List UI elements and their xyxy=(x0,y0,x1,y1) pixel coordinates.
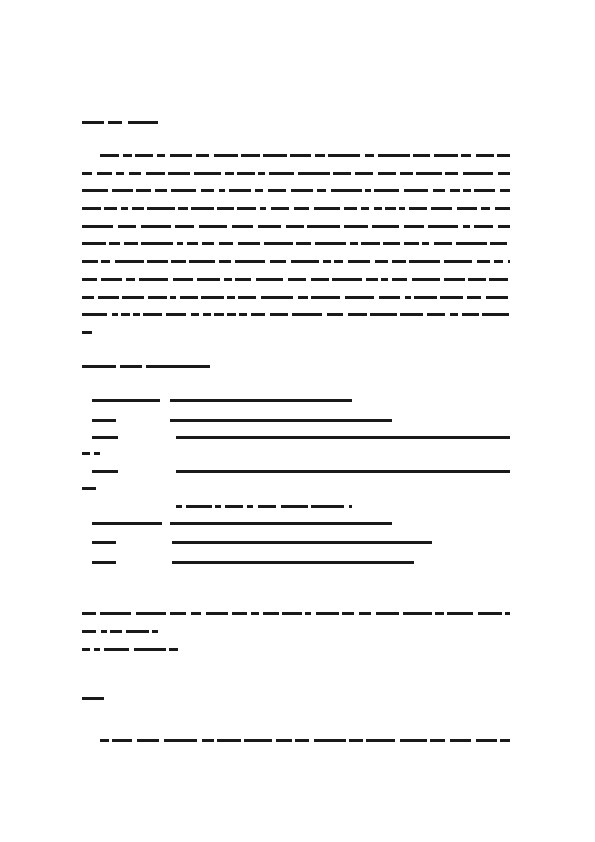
text-stroke xyxy=(136,612,166,615)
definition-row xyxy=(92,399,352,402)
text-stroke xyxy=(270,313,288,316)
text-stroke xyxy=(269,172,294,175)
paragraph-line xyxy=(82,207,510,210)
note-line xyxy=(82,612,510,615)
text-stroke xyxy=(413,154,430,157)
text-stroke xyxy=(298,296,308,299)
text-stroke xyxy=(445,172,458,175)
text-stroke xyxy=(100,739,109,742)
text-stroke xyxy=(178,207,188,210)
text-stroke xyxy=(189,260,215,263)
text-stroke xyxy=(296,242,311,245)
text-stroke xyxy=(196,154,209,157)
text-stroke xyxy=(344,207,357,210)
text-stroke xyxy=(376,612,399,615)
text-stroke xyxy=(276,739,292,742)
text-stroke xyxy=(342,612,354,615)
text-stroke xyxy=(237,172,255,175)
text-stroke xyxy=(427,313,445,316)
text-stroke xyxy=(176,505,182,508)
note-line xyxy=(82,630,158,633)
text-stroke xyxy=(440,296,463,299)
text-stroke xyxy=(412,278,440,281)
text-stroke xyxy=(462,313,479,316)
section-heading-2 xyxy=(82,365,210,368)
text-stroke xyxy=(170,296,176,299)
text-stroke xyxy=(374,207,382,210)
text-stroke xyxy=(186,505,212,508)
text-stroke xyxy=(307,225,340,228)
text-stroke xyxy=(264,242,293,245)
text-stroke xyxy=(345,296,374,299)
definition-row xyxy=(176,505,352,508)
text-stroke xyxy=(409,207,427,210)
text-stroke xyxy=(112,313,118,316)
text-stroke xyxy=(171,189,196,192)
text-stroke xyxy=(147,260,168,263)
text-stroke xyxy=(258,505,276,508)
text-stroke xyxy=(500,189,510,192)
text-stroke xyxy=(434,242,452,245)
text-stroke xyxy=(177,242,183,245)
text-stroke xyxy=(282,612,302,615)
text-stroke xyxy=(143,313,162,316)
text-stroke xyxy=(235,260,265,263)
text-stroke xyxy=(399,207,405,210)
definition-row xyxy=(92,561,414,564)
text-stroke xyxy=(349,739,363,742)
text-stroke xyxy=(378,154,410,157)
section-heading-1 xyxy=(82,121,162,124)
text-stroke xyxy=(201,296,224,299)
text-stroke xyxy=(327,313,343,316)
text-stroke xyxy=(146,172,165,175)
text-stroke xyxy=(134,648,166,651)
text-stroke xyxy=(136,189,151,192)
text-stroke xyxy=(334,260,343,263)
text-stroke xyxy=(82,487,96,490)
text-stroke xyxy=(422,242,429,245)
text-stroke xyxy=(366,278,378,281)
text-stroke xyxy=(447,612,473,615)
text-stroke xyxy=(191,313,199,316)
text-stroke xyxy=(122,296,144,299)
text-stroke xyxy=(232,225,253,228)
text-stroke xyxy=(468,278,486,281)
text-stroke xyxy=(239,313,247,316)
text-stroke xyxy=(244,739,272,742)
text-stroke xyxy=(378,172,396,175)
text-stroke xyxy=(349,505,352,508)
text-stroke xyxy=(457,207,477,210)
text-stroke xyxy=(224,278,232,281)
text-stroke xyxy=(219,189,225,192)
text-stroke xyxy=(281,505,308,508)
text-stroke xyxy=(121,313,130,316)
text-stroke xyxy=(82,648,90,651)
text-stroke xyxy=(94,452,100,455)
text-stroke xyxy=(132,207,144,210)
text-stroke xyxy=(133,313,140,316)
text-stroke xyxy=(328,154,360,157)
text-stroke xyxy=(383,242,400,245)
text-stroke xyxy=(168,172,190,175)
text-stroke xyxy=(311,505,344,508)
text-stroke xyxy=(314,207,340,210)
text-stroke xyxy=(400,313,423,316)
text-stroke xyxy=(359,612,371,615)
text-stroke xyxy=(129,172,141,175)
text-stroke xyxy=(481,207,490,210)
text-stroke xyxy=(477,260,490,263)
text-stroke xyxy=(348,313,367,316)
text-stroke xyxy=(404,242,419,245)
text-stroke xyxy=(98,296,119,299)
text-stroke xyxy=(100,612,131,615)
text-stroke xyxy=(152,630,158,633)
text-stroke xyxy=(355,172,373,175)
text-stroke xyxy=(137,739,159,742)
text-stroke xyxy=(258,225,281,228)
text-stroke xyxy=(82,278,97,281)
text-stroke xyxy=(219,242,233,245)
text-stroke xyxy=(495,207,510,210)
text-stroke xyxy=(82,172,92,175)
text-stroke xyxy=(115,260,144,263)
text-stroke xyxy=(456,242,487,245)
text-stroke xyxy=(255,189,263,192)
text-stroke xyxy=(403,612,432,615)
text-stroke xyxy=(112,189,133,192)
text-stroke xyxy=(361,207,369,210)
text-stroke xyxy=(116,172,124,175)
text-stroke xyxy=(82,697,104,700)
text-stroke xyxy=(463,172,493,175)
paragraph-line xyxy=(100,154,510,157)
text-stroke xyxy=(173,278,193,281)
text-stroke xyxy=(164,739,197,742)
text-stroke xyxy=(463,189,471,192)
text-stroke xyxy=(112,739,132,742)
paragraph-line xyxy=(82,225,510,228)
text-stroke xyxy=(101,260,110,263)
text-stroke xyxy=(191,612,201,615)
text-stroke xyxy=(237,207,256,210)
text-stroke xyxy=(82,630,96,633)
text-stroke xyxy=(258,172,265,175)
text-stroke xyxy=(217,207,234,210)
text-stroke xyxy=(375,260,388,263)
text-stroke xyxy=(416,172,442,175)
text-stroke xyxy=(139,278,168,281)
text-stroke xyxy=(366,739,395,742)
section-heading-3 xyxy=(82,697,104,700)
text-stroke xyxy=(332,278,362,281)
text-stroke xyxy=(392,260,406,263)
text-stroke xyxy=(261,296,293,299)
text-stroke xyxy=(263,612,279,615)
text-stroke xyxy=(434,154,458,157)
paragraph-line xyxy=(82,189,510,192)
text-stroke xyxy=(199,225,227,228)
text-stroke xyxy=(489,278,508,281)
text-stroke xyxy=(476,154,494,157)
text-stroke xyxy=(141,242,173,245)
text-stroke xyxy=(333,172,351,175)
text-stroke xyxy=(82,207,101,210)
text-stroke xyxy=(175,225,194,228)
text-stroke xyxy=(247,505,253,508)
text-stroke xyxy=(486,296,508,299)
text-stroke xyxy=(82,225,113,228)
text-stroke xyxy=(194,172,221,175)
text-stroke xyxy=(232,612,247,615)
text-stroke xyxy=(291,260,319,263)
text-stroke xyxy=(370,313,397,316)
text-stroke xyxy=(235,278,251,281)
text-stroke xyxy=(170,154,192,157)
text-stroke xyxy=(409,260,440,263)
text-stroke xyxy=(166,313,186,316)
text-stroke xyxy=(331,189,362,192)
text-stroke xyxy=(450,739,471,742)
text-stroke xyxy=(147,207,175,210)
text-stroke xyxy=(101,630,107,633)
text-stroke xyxy=(229,189,251,192)
text-stroke xyxy=(444,260,472,263)
text-stroke xyxy=(180,296,198,299)
paragraph-line xyxy=(82,296,510,299)
text-stroke xyxy=(155,189,167,192)
text-stroke xyxy=(82,452,90,455)
text-stroke xyxy=(404,225,424,228)
text-stroke xyxy=(82,331,92,334)
text-stroke xyxy=(295,739,309,742)
text-stroke xyxy=(348,260,370,263)
text-stroke xyxy=(141,225,171,228)
text-stroke xyxy=(197,278,220,281)
text-stroke xyxy=(169,648,178,651)
text-stroke xyxy=(101,278,122,281)
text-stroke xyxy=(298,172,330,175)
text-stroke xyxy=(82,313,107,316)
text-stroke xyxy=(323,260,331,263)
text-stroke xyxy=(311,278,329,281)
text-stroke xyxy=(82,189,108,192)
text-stroke xyxy=(109,242,120,245)
text-stroke xyxy=(505,612,510,615)
text-stroke xyxy=(428,225,458,228)
text-stroke xyxy=(315,154,325,157)
text-stroke xyxy=(126,630,149,633)
text-stroke xyxy=(430,739,445,742)
text-stroke xyxy=(217,739,241,742)
text-stroke xyxy=(291,189,313,192)
definition-row-wrap xyxy=(82,487,96,490)
text-stroke xyxy=(118,225,136,228)
text-stroke xyxy=(201,189,214,192)
text-stroke xyxy=(104,648,129,651)
text-stroke xyxy=(214,154,238,157)
text-stroke xyxy=(498,225,510,228)
text-stroke xyxy=(251,313,265,316)
paragraph-line xyxy=(82,172,510,175)
text-stroke xyxy=(404,189,428,192)
paragraph-line xyxy=(82,278,510,281)
text-stroke xyxy=(311,296,340,299)
text-stroke xyxy=(498,172,510,175)
text-stroke xyxy=(500,739,510,742)
text-stroke xyxy=(260,207,266,210)
paragraph-line xyxy=(100,739,510,742)
text-stroke xyxy=(94,648,100,651)
text-stroke xyxy=(256,278,283,281)
text-stroke xyxy=(97,172,112,175)
definition-row xyxy=(92,436,510,439)
paragraph-line xyxy=(82,331,92,334)
text-stroke xyxy=(82,612,96,615)
text-stroke xyxy=(435,612,444,615)
definition-row xyxy=(92,541,432,544)
text-stroke xyxy=(225,172,234,175)
text-stroke xyxy=(414,296,437,299)
text-stroke xyxy=(372,225,399,228)
text-stroke xyxy=(215,505,221,508)
text-stroke xyxy=(305,612,311,615)
text-stroke xyxy=(482,313,509,316)
text-stroke xyxy=(431,207,452,210)
text-stroke xyxy=(171,260,186,263)
text-stroke xyxy=(82,296,94,299)
text-stroke xyxy=(365,189,371,192)
text-stroke xyxy=(286,225,304,228)
definition-row-wrap xyxy=(82,452,100,455)
text-stroke xyxy=(385,207,396,210)
text-stroke xyxy=(238,242,260,245)
text-stroke xyxy=(121,207,128,210)
text-stroke xyxy=(263,154,287,157)
text-stroke xyxy=(202,242,214,245)
text-stroke xyxy=(365,154,374,157)
text-stroke xyxy=(294,207,309,210)
text-stroke xyxy=(444,278,465,281)
text-stroke xyxy=(206,612,228,615)
text-stroke xyxy=(268,189,286,192)
text-stroke xyxy=(400,739,427,742)
text-stroke xyxy=(100,154,119,157)
text-stroke xyxy=(135,154,153,157)
text-stroke xyxy=(344,225,368,228)
text-stroke xyxy=(490,242,507,245)
text-stroke xyxy=(187,242,198,245)
definition-row xyxy=(92,522,392,525)
text-stroke xyxy=(350,242,358,245)
text-stroke xyxy=(476,739,497,742)
paragraph-line xyxy=(82,260,510,263)
text-stroke xyxy=(474,189,495,192)
text-stroke xyxy=(463,225,470,228)
text-stroke xyxy=(292,313,322,316)
text-stroke xyxy=(450,189,460,192)
note-line xyxy=(82,648,178,651)
text-stroke xyxy=(400,172,413,175)
text-stroke xyxy=(381,278,388,281)
text-stroke xyxy=(241,154,260,157)
text-stroke xyxy=(202,739,214,742)
text-stroke xyxy=(474,225,493,228)
text-stroke xyxy=(82,242,106,245)
text-stroke xyxy=(433,189,445,192)
definition-row xyxy=(92,419,392,422)
text-stroke xyxy=(374,189,399,192)
text-stroke xyxy=(227,313,236,316)
text-stroke xyxy=(203,313,211,316)
text-stroke xyxy=(123,154,132,157)
text-stroke xyxy=(110,630,122,633)
text-stroke xyxy=(148,296,167,299)
text-stroke xyxy=(450,313,458,316)
text-stroke xyxy=(124,242,138,245)
text-stroke xyxy=(478,612,502,615)
text-stroke xyxy=(290,154,311,157)
text-stroke xyxy=(271,207,289,210)
text-stroke xyxy=(494,260,503,263)
paragraph-line xyxy=(82,242,510,245)
text-stroke xyxy=(191,207,214,210)
text-stroke xyxy=(270,260,286,263)
text-stroke xyxy=(170,612,186,615)
text-stroke xyxy=(379,296,400,299)
text-stroke xyxy=(317,189,326,192)
definition-row xyxy=(92,470,510,473)
text-stroke xyxy=(467,296,481,299)
text-stroke xyxy=(225,505,243,508)
text-stroke xyxy=(497,154,510,157)
text-stroke xyxy=(219,260,231,263)
text-stroke xyxy=(288,278,306,281)
text-stroke xyxy=(126,278,135,281)
text-stroke xyxy=(314,739,346,742)
paragraph-line xyxy=(82,313,510,316)
text-stroke xyxy=(251,612,259,615)
text-stroke xyxy=(392,278,407,281)
text-stroke xyxy=(82,260,98,263)
text-stroke xyxy=(508,260,510,263)
text-stroke xyxy=(238,296,256,299)
text-stroke xyxy=(227,296,235,299)
text-stroke xyxy=(315,242,346,245)
text-stroke xyxy=(405,296,411,299)
text-stroke xyxy=(316,612,339,615)
text-stroke xyxy=(214,313,224,316)
text-stroke xyxy=(361,242,380,245)
text-stroke xyxy=(104,207,117,210)
text-stroke xyxy=(157,154,165,157)
text-stroke xyxy=(461,154,471,157)
